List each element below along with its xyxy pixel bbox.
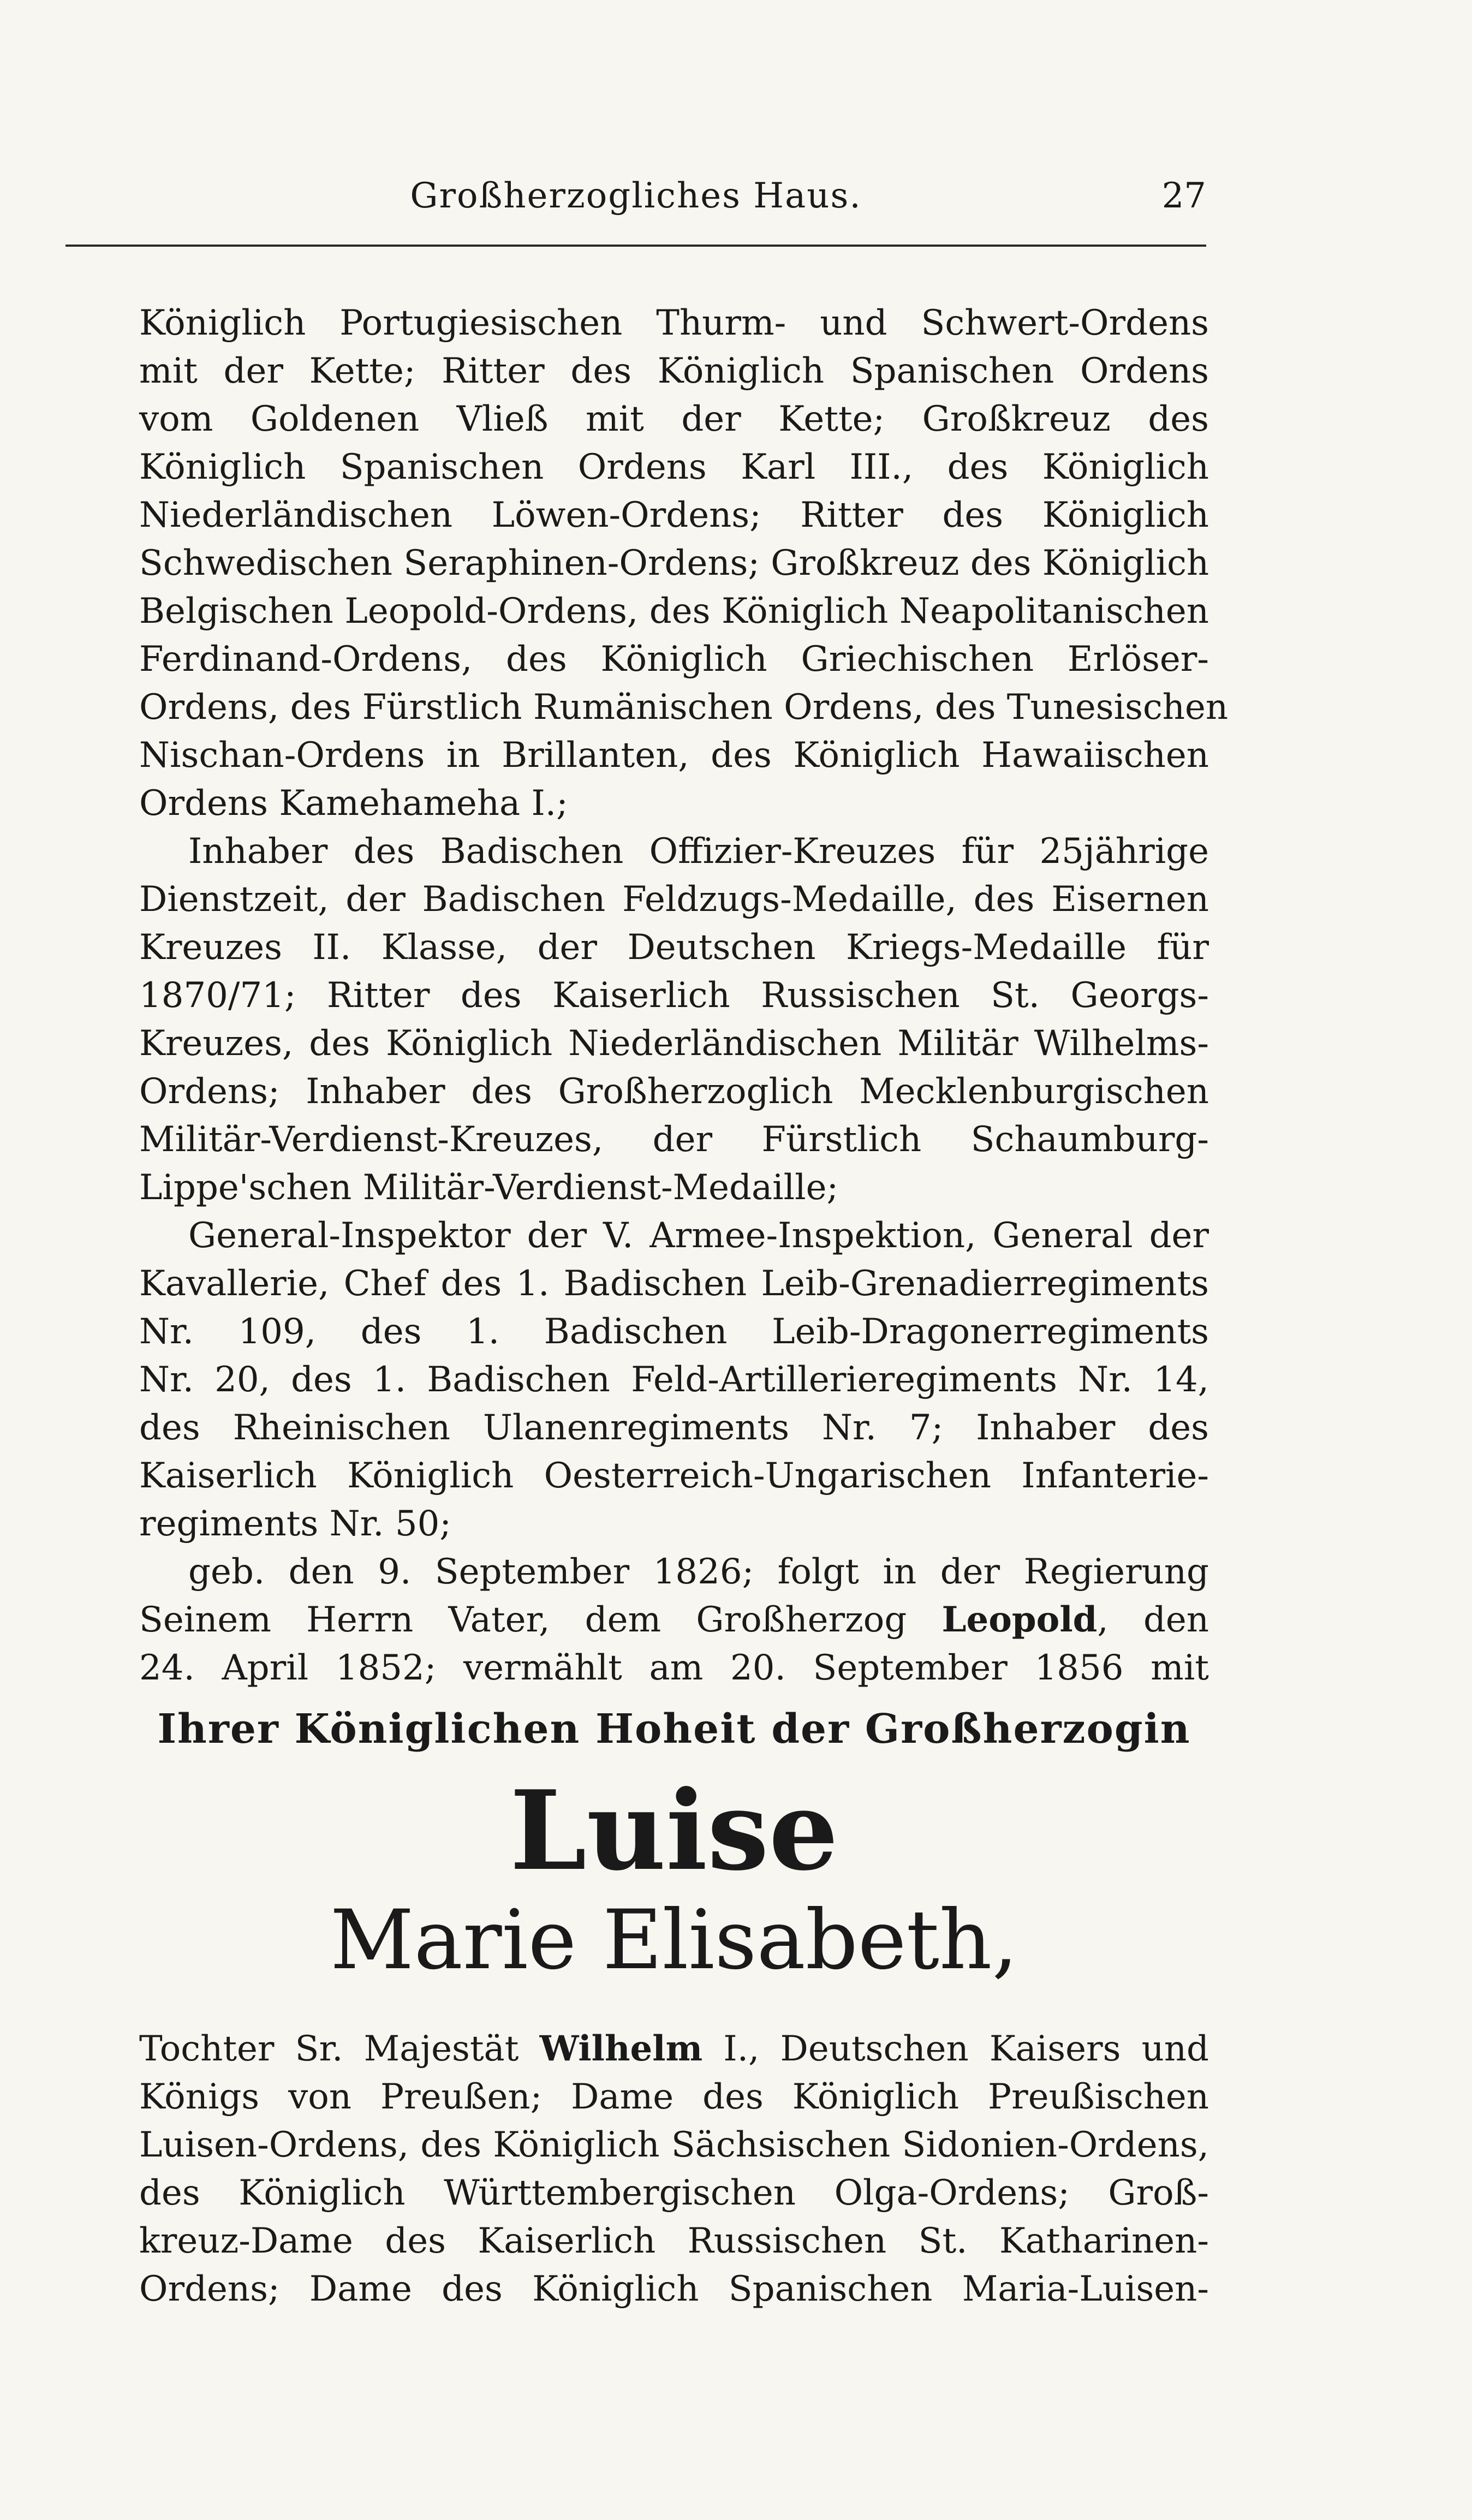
text-line: Ordens; Inhaber des Großherzoglich Mecklenburgischen	[139, 1071, 1209, 1112]
name-leopold: Leopold	[941, 1599, 1098, 1640]
text-line: des Rheinischen Ulanenregiments Nr. 7; Inhaber des	[139, 1408, 1209, 1448]
paragraph-orders-list	[139, 299, 1229, 827]
text-line: Kreuzes, des Königlich Niederländischen Militär Wilhelms-	[139, 1023, 1209, 1064]
text-line: Kaiserlich Königlich Oesterreich-Ungarischen Infanterie-	[139, 1456, 1209, 1496]
text-line	[139, 2025, 1209, 2073]
text-line: Dienstzeit, der Badischen Feldzugs-Medaille, des Eisernen	[139, 879, 1209, 920]
running-header	[65, 164, 1206, 235]
text-line: 1870/71; Ritter des Kaiserlich Russischen St. Georgs-	[139, 975, 1209, 1016]
header-title: Großherzogliches Haus.	[410, 176, 862, 216]
text-line: Ferdinand-Ordens, des Königlich Griechischen Erlöser-	[139, 639, 1209, 680]
text-line: Ordens, des Fürstlich Rumänischen Ordens, des Tunesischen	[139, 687, 1229, 728]
text-line: Ordens; Dame des Königlich Spanischen Maria-Luisen-	[139, 2269, 1209, 2309]
text-line: 24. April 1852; vermählt am 20. September 1856 mit	[139, 1648, 1209, 1688]
text-line: des Königlich Württembergischen Olga-Ordens; Groß-	[139, 2173, 1209, 2213]
text-line: Luisen-Ordens, des Königlich Sächsischen Sidonien-Ordens,	[139, 2125, 1209, 2165]
text-line: kreuz-Dame des Kaiserlich Russischen St. Katharinen-	[139, 2221, 1209, 2261]
text-line: General-Inspektor der V. Armee-Inspektion, General der	[188, 1216, 1209, 1256]
text-line: Lippe'schen Militär-Verdienst-Medaille;	[139, 1167, 838, 1208]
text-fragment: Tochter Sr. Majestät	[139, 2029, 540, 2069]
consort-name-rest: Marie Elisabeth,	[330, 1893, 1018, 1988]
text-line: regiments Nr. 50;	[139, 1504, 451, 1544]
text-line: Kreuzes II. Klasse, der Deutschen Kriegs-Medaille für	[139, 927, 1209, 968]
paragraph-military-posts	[139, 1212, 1209, 1548]
text-line: Schwedischen Seraphinen-Ordens; Großkreuz des Königlich	[139, 543, 1209, 583]
text-line: Nischan-Ordens in Brillanten, des Königlich Hawaiischen	[139, 735, 1209, 776]
text-fragment: I., Deutschen Kaisers und	[702, 2029, 1209, 2069]
text-line: Königs von Preußen; Dame des Königlich Preußischen	[139, 2077, 1209, 2117]
text-line: Niederländischen Löwen-Ordens; Ritter des Königlich	[139, 495, 1209, 535]
text-line: Königlich Spanischen Ordens Karl III., des Königlich	[139, 447, 1209, 487]
text-line: geb. den 9. September 1826; folgt in der Regierung	[188, 1552, 1209, 1592]
text-line: Kavallerie, Chef des 1. Badischen Leib-Grenadierregiments	[139, 1264, 1209, 1304]
page-number: 27	[1161, 176, 1206, 216]
paragraph-decorations	[139, 827, 1209, 1212]
text-fragment: , den	[1097, 1600, 1209, 1640]
text-line: Belgischen Leopold-Ordens, des Königlich Neapolitanischen	[139, 591, 1209, 632]
paragraph-consort-details	[139, 2025, 1209, 2313]
text-line	[139, 1596, 1209, 1644]
consort-name-first: Luise	[510, 1767, 838, 1895]
text-fragment: Seinem Herrn Vater, dem Großherzog	[139, 1600, 942, 1640]
text-line: mit der Kette; Ritter des Königlich Spanischen Ordens	[139, 351, 1209, 391]
text-line: Ordens Kamehameha I.;	[139, 783, 568, 824]
name-wilhelm: Wilhelm	[539, 2028, 703, 2069]
text-line: Militär-Verdienst-Kreuzes, der Fürstlich Schaumburg-	[139, 1119, 1209, 1160]
consort-heading: Ihrer Königlichen Hoheit der Großherzogin	[157, 1706, 1191, 1753]
text-line: Königlich Portugiesischen Thurm- und Schwert-Ordens	[139, 303, 1209, 343]
text-line: vom Goldenen Vließ mit der Kette; Großkreuz des	[139, 399, 1209, 439]
text-line: Inhaber des Badischen Offizier-Kreuzes für 25jährige	[188, 831, 1209, 872]
text-line: Nr. 20, des 1. Badischen Feld-Artillerieregiments Nr. 14,	[139, 1360, 1209, 1400]
text-line: Nr. 109, des 1. Badischen Leib-Dragonerregiments	[139, 1312, 1209, 1352]
header-rule	[65, 245, 1206, 247]
paragraph-biography	[139, 1548, 1209, 1692]
